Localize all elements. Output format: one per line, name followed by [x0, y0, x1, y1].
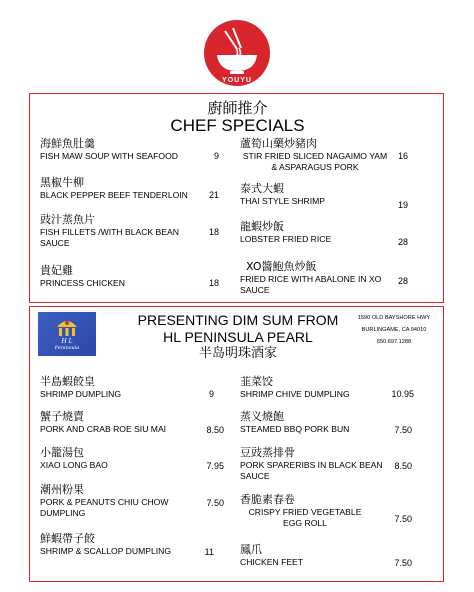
item-price: 7.50: [206, 498, 224, 508]
phone-number: 650.697.1288: [376, 339, 412, 345]
item-name-en: SHRIMP & SCALLOP DUMPLING: [40, 546, 172, 556]
item-price: 7.50: [394, 514, 412, 524]
item-name-cn: 豆豉蒸排骨: [240, 446, 295, 459]
item-price: 18: [208, 227, 219, 237]
item-name-en: BLACK PEPPER BEEF TENDERLOIN: [40, 190, 188, 200]
menu-item: [240, 220, 390, 245]
pearl-crest-icon: [56, 317, 78, 337]
menu-item: [240, 375, 400, 400]
item-name-cn: 豉汁蒸魚片: [40, 213, 95, 226]
item-name-cn: 半島蝦餃皇: [40, 375, 95, 388]
item-name-en: PORK & PEANUTS CHIU CHOW DUMPLING: [40, 497, 169, 518]
partner-logo-line2: Peninsula: [54, 345, 80, 351]
menu-item: [40, 213, 190, 248]
item-price: 28: [397, 276, 408, 286]
item-name-cn: 小籠湯包: [40, 446, 84, 459]
logo-text: YOUYU: [222, 77, 252, 84]
partner-logo-line1: H L: [61, 338, 73, 345]
item-price: 8.50: [394, 461, 412, 471]
item-name-cn: 蒸义燒飽: [240, 410, 284, 423]
item-price: 9: [213, 151, 219, 161]
item-name-en: CRISPY FRIED VEGETABLE EGG ROLL: [248, 507, 362, 528]
menu-item: [240, 182, 390, 207]
item-name-cn: 韮菜饺: [240, 375, 273, 388]
item-name-en: CHICKEN FEET: [240, 557, 304, 567]
address-line: 1590 OLD BAYSHORE HWY: [357, 315, 431, 321]
item-price: 16: [397, 151, 408, 161]
dimsum-title-cn: 半岛明珠酒家: [198, 346, 277, 361]
item-price: 8.50: [206, 425, 224, 435]
item-price: 7.50: [394, 425, 412, 435]
item-name-cn: 貴妃雞: [40, 264, 73, 277]
item-name-en: STEAMED BBQ PORK BUN: [240, 424, 350, 434]
item-name-en: FISH FILLETS /WITH BLACK BEAN SAUCE: [40, 227, 179, 248]
item-name-en: FISH MAW SOUP WITH SEAFOOD: [40, 151, 178, 161]
item-name-en: PORK AND CRAB ROE SIU MAI: [40, 424, 167, 434]
item-name-cn: XO醬鮑魚炒飯: [246, 260, 317, 273]
item-price: 7.50: [394, 558, 412, 568]
item-price: 11: [204, 547, 214, 557]
dimsum-title-line2: HL PENINSULA PEARL: [163, 329, 313, 345]
chef-title-cn: 廚師推介: [207, 99, 268, 117]
item-name-en: FRIED RICE WITH ABALONE IN XO SAUCE: [240, 274, 382, 295]
chef-specials-section: [29, 93, 444, 303]
menu-item: [240, 446, 390, 481]
item-name-cn: 黑椒牛柳: [40, 176, 84, 189]
item-name-cn: 泰式大蝦: [240, 182, 284, 195]
item-name-en: SHRIMP DUMPLING: [40, 389, 122, 399]
item-price: 28: [397, 237, 408, 247]
youyu-logo: [203, 19, 271, 87]
hl-peninsula-logo: [38, 312, 96, 356]
item-price: 21: [208, 190, 219, 200]
item-name-en: PORK SPARERIBS IN BLACK BEAN SAUCE: [240, 460, 383, 481]
item-name-en: PRINCESS CHICKEN: [40, 278, 125, 288]
item-name-cn: 潮州粉果: [40, 483, 84, 496]
item-name-en: LOBSTER FRIED RICE: [240, 234, 332, 244]
item-name-cn: 香脆素春卷: [240, 493, 295, 506]
item-name-cn: 蘆筍山藥炒豬肉: [240, 137, 317, 150]
menu-item: [240, 260, 390, 295]
address-line: BURLINGAME, CA 94010: [361, 327, 427, 333]
item-price: 9: [208, 389, 214, 399]
chef-title-en: CHEF SPECIALS: [170, 116, 305, 135]
dim-sum-section: [29, 306, 444, 582]
menu-item: [240, 137, 390, 172]
item-name-cn: 鮮蝦帶子餃: [40, 532, 95, 545]
dimsum-title-line1: PRESENTING DIM SUM FROM: [137, 312, 339, 328]
noodle-bowl-icon: [203, 19, 271, 87]
item-price: 10.95: [391, 389, 414, 399]
item-name-en: THAI STYLE SHRIMP: [240, 196, 325, 206]
menu-item: [40, 483, 200, 518]
item-price: 7.95: [206, 461, 224, 471]
item-name-cn: 鳳爪: [240, 543, 262, 556]
menu-item: [240, 543, 390, 568]
item-name-cn: 龍蝦炒飯: [240, 220, 284, 233]
item-name-cn: 海鮮魚肚羹: [40, 137, 95, 150]
item-name-en: SHRIMP CHIVE DUMPLING: [240, 389, 350, 399]
item-name-en: STIR FRIED SLICED NAGAIMO YAM & ASPARAGUS PORK: [242, 151, 388, 172]
item-name-en: XIAO LONG BAO: [40, 460, 108, 470]
menu-item: [240, 493, 370, 528]
item-name-cn: 蟹子燒賣: [40, 410, 84, 423]
item-price: 19: [397, 200, 408, 210]
item-price: 18: [208, 278, 219, 288]
